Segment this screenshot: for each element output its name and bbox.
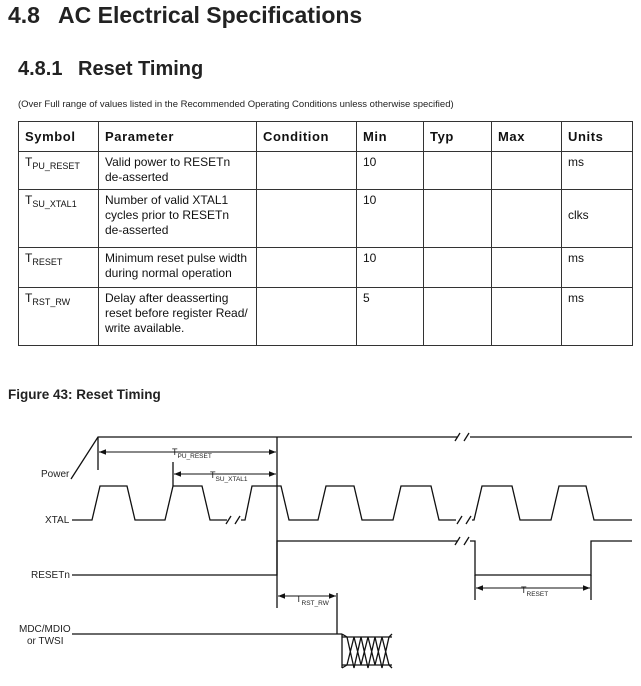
header-min: Min <box>357 122 424 152</box>
parameter-line: de-asserted <box>105 223 169 237</box>
su-xtal1-main: T <box>210 470 216 480</box>
symbol-main: T <box>25 291 33 305</box>
xtal-break-mark <box>466 516 471 524</box>
parameter-line: Number of valid XTAL1 <box>105 193 229 207</box>
xtal-waveform-cont <box>241 486 456 520</box>
header-units: Units <box>562 122 633 152</box>
power-signal-label: Power <box>41 469 70 480</box>
symbol-cell <box>19 190 99 248</box>
parameter-cell <box>99 288 257 346</box>
rst-rw-main: T <box>296 594 302 604</box>
condition-cell <box>257 248 357 288</box>
parameter-line: Delay after deasserting <box>105 291 229 305</box>
section-title: AC Electrical Specifications <box>58 2 363 28</box>
typ-cell <box>424 288 492 346</box>
symbol-cell <box>19 248 99 288</box>
resetn-waveform <box>72 541 458 575</box>
table-row <box>19 288 633 346</box>
subsection-heading <box>18 58 203 81</box>
pu-reset-sub: PU_RESET <box>177 452 212 460</box>
reset-main: T <box>521 585 527 595</box>
header-max: Max <box>492 122 562 152</box>
header-symbol: Symbol <box>19 122 99 152</box>
min-cell: 5 <box>357 288 424 346</box>
subsection-title: Reset Timing <box>78 58 204 80</box>
units-cell: ms <box>562 288 633 346</box>
min-cell: 10 <box>357 248 424 288</box>
min-cell: 10 <box>357 190 424 248</box>
max-cell <box>492 248 562 288</box>
table-header-row <box>19 122 633 152</box>
parameter-line: cycles prior to RESETn <box>105 208 230 222</box>
symbol-cell <box>19 288 99 346</box>
header-condition: Condition <box>257 122 357 152</box>
parameter-cell <box>99 190 257 248</box>
rst-rw-sub: RST_RW <box>301 599 329 607</box>
power-break-mark <box>464 433 469 441</box>
typ-cell <box>424 248 492 288</box>
header-typ: Typ <box>424 122 492 152</box>
parameter-line: Minimum reset pulse width <box>105 251 248 265</box>
table-row <box>19 190 633 248</box>
resetn-signal-label: RESETn <box>31 570 70 581</box>
parameter-line: Valid power to RESETn <box>105 155 231 169</box>
units-cell: ms <box>562 248 633 288</box>
pu-reset-main: T <box>172 447 178 457</box>
reset-sub: RESET <box>526 590 549 598</box>
units-cell: ms <box>562 152 633 190</box>
resetn-break-mark <box>464 537 469 545</box>
xtal-break-mark <box>235 516 240 524</box>
reset-timing-diagram <box>0 405 641 686</box>
symbol-cell <box>19 152 99 190</box>
condition-cell <box>257 152 357 190</box>
table-note: (Over Full range of values listed in the Recommended Operating Conditions unless otherwise specified) <box>18 99 454 110</box>
max-cell <box>492 288 562 346</box>
parameter-line: write available. <box>105 321 185 335</box>
symbol-main: T <box>25 193 33 207</box>
parameter-line: during normal operation <box>105 266 232 280</box>
xtal-break-mark <box>457 516 462 524</box>
header-parameter: Parameter <box>99 122 257 152</box>
condition-cell <box>257 288 357 346</box>
subsection-number: 4.8.1 <box>18 58 63 80</box>
table-row <box>19 248 633 288</box>
mdc-data-valid-region <box>342 634 392 668</box>
xtal-signal-label: XTAL <box>45 515 70 526</box>
max-cell <box>492 190 562 248</box>
table-row <box>19 152 633 190</box>
condition-cell <box>257 190 357 248</box>
xtal-waveform <box>72 486 227 520</box>
typ-cell <box>424 190 492 248</box>
su-xtal1-sub: SU_XTAL1 <box>215 475 248 483</box>
parameter-line: reset before register Read/ <box>105 306 248 320</box>
parameter-line: de-asserted <box>105 170 169 184</box>
units-cell: clks <box>562 190 633 248</box>
symbol-sub: SU_XTAL1 <box>32 199 77 209</box>
mdc-signal-label-line2: or TWSI <box>27 636 64 647</box>
symbol-main: T <box>25 155 33 169</box>
parameter-cell <box>99 152 257 190</box>
figure-title: Figure 43: Reset Timing <box>8 387 161 402</box>
xtal-waveform-cont <box>472 486 632 520</box>
mdc-signal-label-line1: MDC/MDIO <box>19 624 71 635</box>
symbol-main: T <box>25 251 33 265</box>
typ-cell <box>424 152 492 190</box>
symbol-sub: RESET <box>32 257 63 267</box>
parameter-cell <box>99 248 257 288</box>
section-heading <box>8 2 362 29</box>
resetn-waveform-cont <box>470 541 632 575</box>
symbol-sub: PU_RESET <box>32 161 80 171</box>
symbol-sub: RST_RW <box>32 297 71 307</box>
max-cell <box>492 152 562 190</box>
power-waveform <box>71 437 458 479</box>
reset-timing-table <box>18 121 633 346</box>
min-cell: 10 <box>357 152 424 190</box>
section-number: 4.8 <box>8 2 40 28</box>
